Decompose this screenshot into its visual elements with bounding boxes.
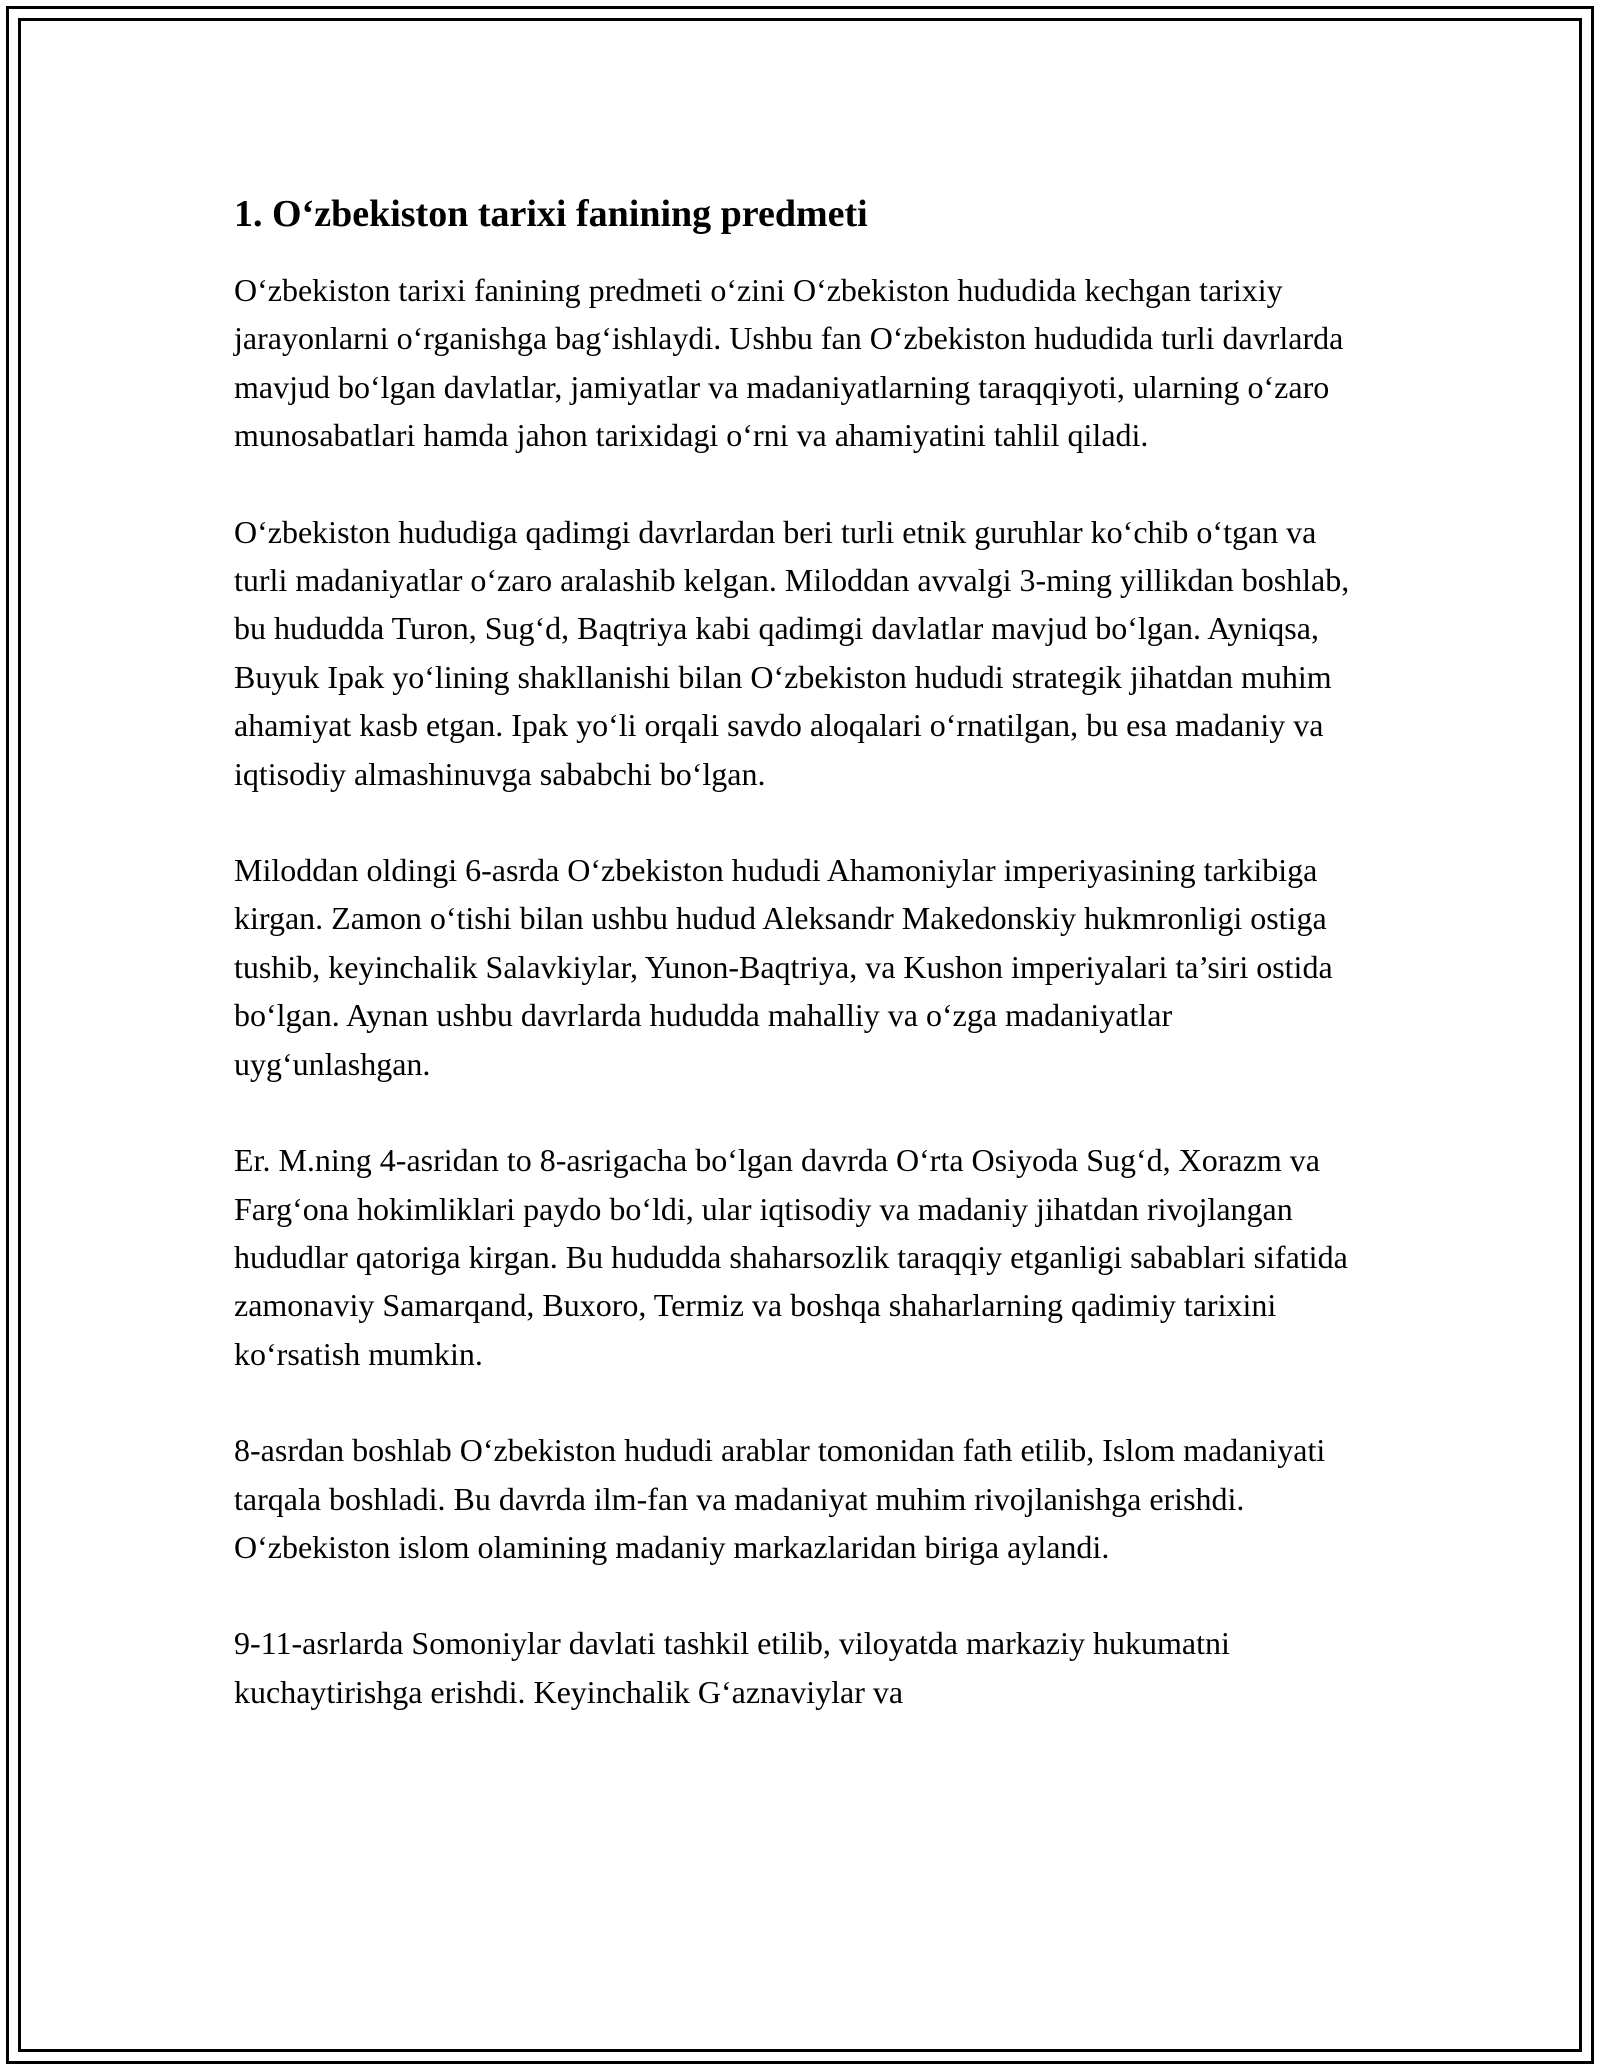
document-body [234, 190, 1374, 1764]
paragraph-3: Miloddan oldingi 6-asrda O‘zbekiston hududi Ahamoniylar imperiyasining tarkibiga kirgan. Zamon o‘tishi bilan ushbu hudud Aleksandr Makedonskiy hukmronligi ostiga tushib, keyinchalik Salavkiylar, Yunon-Baqtriya, va Kushon imperiyalari ta’siri ostida bo‘lgan. Aynan ushbu davrlarda hududda mahalliy va o‘zga madaniyatlar uyg‘unlashgan. [234, 852, 1333, 1082]
section-title: 1. O‘zbekiston tarixi fanining predmeti [234, 193, 868, 235]
paragraph-4: Er. M.ning 4-asridan to 8-asrigacha bo‘lgan davrda O‘rta Osiyoda Sug‘d, Xorazm va Farg‘ona hokimliklari paydo bo‘ldi, ular iqtisodiy va madaniy jihatdan rivojlangan hududlar qatoriga kirgan. Bu hududda shaharsozlik taraqqiy etganligi sabablari sifatida zamonaviy Samarqand, Buxoro, Termiz va boshqa shaharlarning qadimiy tarixini ko‘rsatish mumkin. [234, 1142, 1348, 1372]
paragraph-2: O‘zbekiston hududiga qadimgi davrlardan beri turli etnik guruhlar ko‘chib o‘tgan va turli madaniyatlar o‘zaro aralashib kelgan. Miloddan avvalgi 3-ming yillikdan boshlab, bu hududda Turon, Sug‘d, Baqtriya kabi qadimgi davlatlar mavjud bo‘lgan. Ayniqsa, Buyuk Ipak yo‘lining shakllanishi bilan O‘zbekiston hududi strategik jihatdan muhim ahamiyat kasb etgan. Ipak yo‘li orqali savdo aloqalari o‘rnatilgan, bu esa madaniy va iqtisodiy almashinuvga sababchi bo‘lgan. [234, 513, 1350, 792]
paragraph-1: O‘zbekiston tarixi fanining predmeti o‘zini O‘zbekiston hududida kechgan tarixiy jarayonlarni o‘rganishga bag‘ishlaydi. Ushbu fan O‘zbekiston hududida turli davrlarda mavjud bo‘lgan davlatlar, jamiyatlar va madaniyatlarning taraqqiyoti, ularning o‘zaro munosabatlari hamda jahon tarixidagi o‘rni va ahamiyatini tahlil qiladi. [234, 272, 1344, 454]
paragraph-5: 8-asrdan boshlab O‘zbekiston hududi arablar tomonidan fath etilib, Islom madaniyati tarqala boshladi. Bu davrda ilm-fan va madaniyat muhim rivojlanishga erishdi. O‘zbekiston islom olamining madaniy markazlaridan biriga aylandi. [234, 1432, 1326, 1565]
paragraph-6: 9-11-asrlarda Somoniylar davlati tashkil etilib, viloyatda markaziy hukumatni kuchaytirishga erishdi. Keyinchalik G‘aznaviylar va [234, 1625, 1230, 1710]
